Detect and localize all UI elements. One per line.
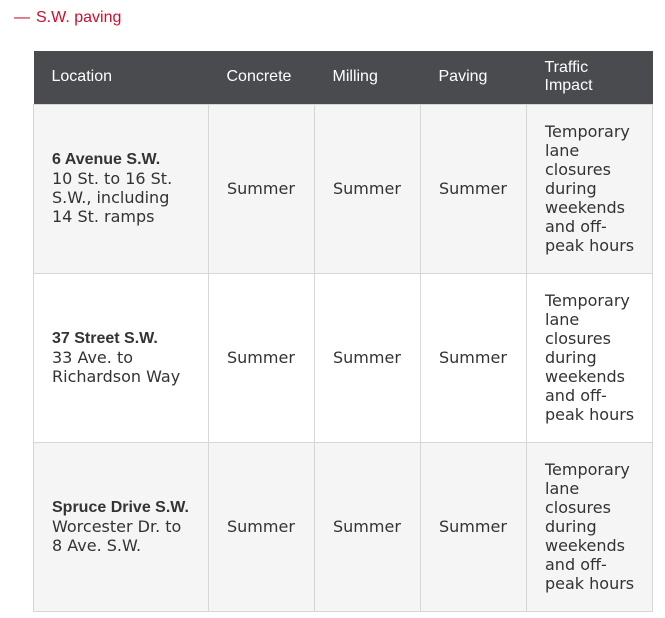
- paving-cell: Summer: [421, 273, 527, 442]
- traffic-impact-text: Temporary lane closures during weekends and off-peak hours: [545, 459, 635, 593]
- location-name: Spruce Drive S.W.: [52, 498, 189, 516]
- section-title: S.W. paving: [36, 9, 122, 26]
- section-toggle-sw-paving[interactable]: [14, 8, 121, 28]
- location-extent: Worcester Dr. to 8 Ave. S.W.: [52, 516, 182, 555]
- header-traffic-impact: Traffic Impact: [527, 51, 653, 104]
- header-concrete: Concrete: [209, 51, 315, 104]
- table-header: [34, 51, 653, 104]
- milling-cell: Summer: [315, 442, 421, 611]
- traffic-impact-cell: [527, 104, 653, 273]
- location-name: 37 Street S.W.: [52, 329, 158, 347]
- traffic-impact-text: Temporary lane closures during weekends and off-peak hours: [545, 290, 635, 424]
- traffic-impact-cell: [527, 442, 653, 611]
- paving-cell: Summer: [421, 442, 527, 611]
- table-row: [34, 104, 653, 273]
- table-row: [34, 273, 653, 442]
- concrete-cell: Summer: [209, 104, 315, 273]
- traffic-impact-cell: [527, 273, 653, 442]
- header-milling: Milling: [315, 51, 421, 104]
- table-row: [34, 442, 653, 611]
- location-extent: 33 Ave. to Richardson Way: [52, 347, 181, 386]
- traffic-impact-text: Temporary lane closures during weekends and off-peak hours: [545, 121, 635, 255]
- paving-cell: Summer: [421, 104, 527, 273]
- concrete-cell: Summer: [209, 442, 315, 611]
- header-paving: Paving: [421, 51, 527, 104]
- header-location: Location: [34, 51, 209, 104]
- collapse-dash-icon: —: [14, 9, 30, 26]
- location-extent: 10 St. to 16 St. S.W., including 14 St. ramps: [52, 169, 173, 226]
- location-name: 6 Avenue S.W.: [52, 151, 161, 168]
- location-cell: [34, 273, 209, 442]
- concrete-cell: Summer: [209, 273, 315, 442]
- header-row: [34, 51, 653, 104]
- paving-schedule-table: [33, 51, 653, 612]
- milling-cell: Summer: [315, 104, 421, 273]
- location-cell: [34, 442, 209, 611]
- milling-cell: Summer: [315, 273, 421, 442]
- table-body: [34, 104, 653, 611]
- location-cell: [34, 104, 209, 273]
